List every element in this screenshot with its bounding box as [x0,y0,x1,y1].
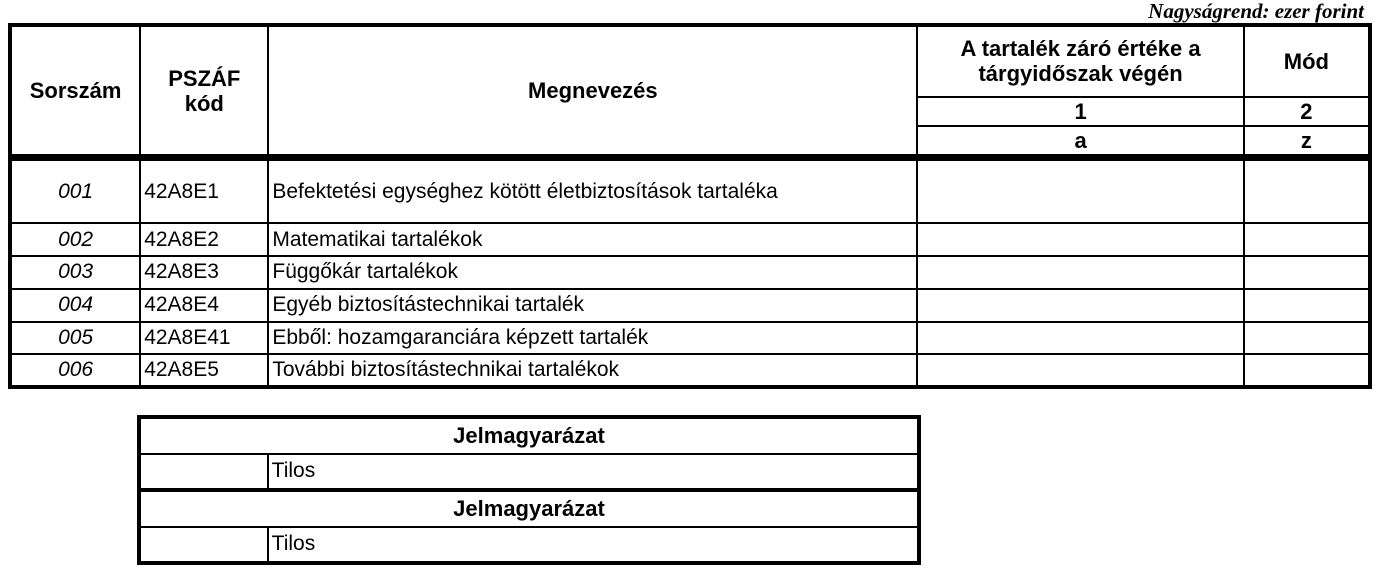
row-sorszam: 005 [10,322,140,355]
row-kod: 42A8E3 [140,256,268,289]
table-row [10,223,1370,256]
row-value-cell[interactable] [917,223,1243,256]
table-row [10,256,1370,289]
header-pszaf-line1: PSZÁF [168,65,241,91]
header-megnevezes: Megnevezés [268,25,917,158]
legend-swatch [139,454,268,491]
header-sorszam: Sorszám [10,25,140,158]
legend-title-row [139,417,919,454]
row-megnevezes: Befektetési egységhez kötött életbiztosítások tartaléka [268,158,917,223]
table-row [10,158,1370,223]
header-row [10,25,1370,97]
row-mod-cell[interactable] [1244,158,1370,223]
row-kod: 42A8E41 [140,322,268,355]
row-mod-cell[interactable] [1244,322,1370,355]
header-pszaf-kod [140,25,268,158]
legend-label: Tilos [268,527,919,564]
header-col1-number: 1 [917,97,1243,127]
row-megnevezes: Matematikai tartalékok [268,223,917,256]
row-megnevezes: További biztosítástechnikai tartalékok [268,354,917,387]
legend-label: Tilos [268,454,919,491]
legend-title: Jelmagyarázat [139,490,919,527]
table-row [10,289,1370,322]
header-col1-code: a [917,126,1243,158]
header-tartalek [917,25,1243,97]
row-mod-cell[interactable] [1244,223,1370,256]
row-sorszam: 001 [10,158,140,223]
row-mod-cell[interactable] [1244,256,1370,289]
header-tartalek-line1: A tartalék záró értéke a [960,36,1201,62]
header-tartalek-line2: tárgyidőszak végén [978,61,1183,87]
row-sorszam: 004 [10,289,140,322]
row-mod-cell[interactable] [1244,354,1370,387]
legend-item-row [139,454,919,491]
row-kod: 42A8E4 [140,289,268,322]
row-value-cell[interactable] [917,289,1243,322]
row-sorszam: 002 [10,223,140,256]
row-kod: 42A8E1 [140,158,268,223]
row-megnevezes: Ebből: hozamgaranciára képzett tartalék [268,322,917,355]
row-megnevezes: Függőkár tartalékok [268,256,917,289]
row-sorszam: 003 [10,256,140,289]
legend-item-row [139,527,919,564]
row-value-cell[interactable] [917,322,1243,355]
legend-title-row [139,490,919,527]
header-pszaf-line2: kód [184,90,224,116]
header-mod: Mód [1244,25,1370,97]
header-col2-code: z [1244,126,1370,158]
row-value-cell[interactable] [917,354,1243,387]
units-note: Nagyságrend: ezer forint [1148,0,1364,23]
header-col2-number: 2 [1244,97,1370,127]
reserve-table [8,23,1372,389]
table-row [10,322,1370,355]
table-row [10,354,1370,387]
legend-title: Jelmagyarázat [139,417,919,454]
legend-table [137,415,921,565]
row-kod: 42A8E5 [140,354,268,387]
row-value-cell[interactable] [917,158,1243,223]
row-value-cell[interactable] [917,256,1243,289]
row-megnevezes: Egyéb biztosítástechnikai tartalék [268,289,917,322]
row-sorszam: 006 [10,354,140,387]
row-kod: 42A8E2 [140,223,268,256]
legend-swatch [139,527,268,564]
row-mod-cell[interactable] [1244,289,1370,322]
